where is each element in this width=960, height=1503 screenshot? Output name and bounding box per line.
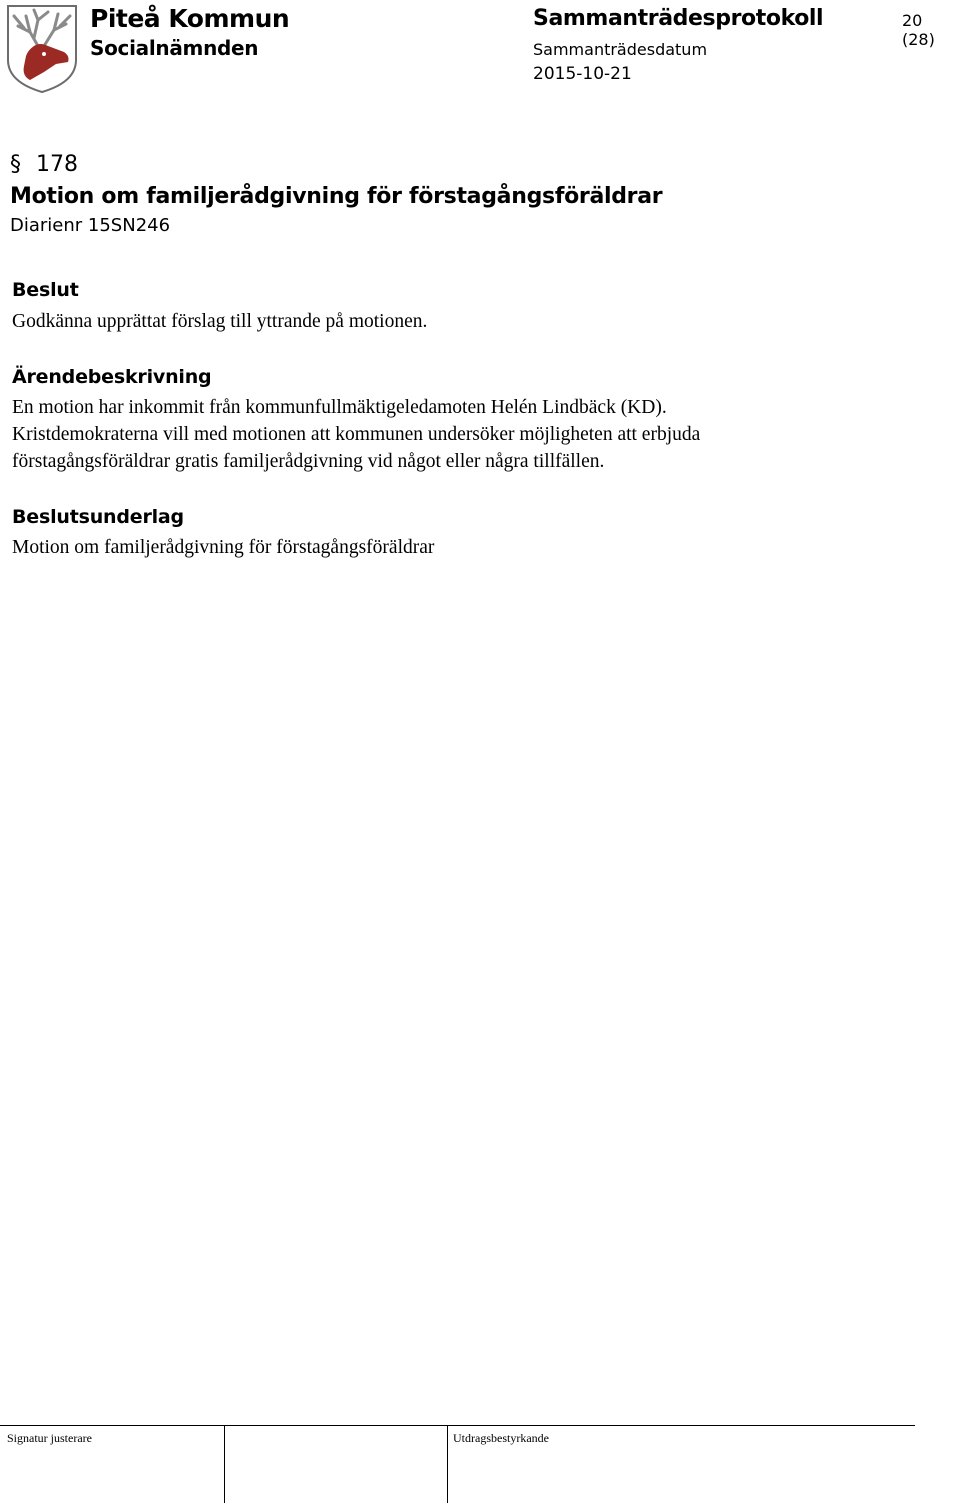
extract-certification-label: Utdragsbestyrkande	[453, 1431, 549, 1445]
diary-number: Diarienr 15SN246	[10, 215, 171, 236]
signature-adjuster-label: Signatur justerare	[7, 1431, 92, 1445]
paragraph-number: 178	[36, 152, 78, 177]
pitea-coat-of-arms-icon	[4, 2, 80, 94]
document-title: Sammanträdesprotokoll	[533, 6, 824, 31]
organization-name: Piteå Kommun	[90, 4, 290, 33]
meeting-date-label: Sammanträdesdatum	[533, 40, 708, 59]
item-title: Motion om familjerådgivning för förstagångsföräldrar	[10, 184, 663, 209]
case-description-line-2: Kristdemokraterna vill med motionen att kommunen undersöker möjligheten att erbjuda	[12, 424, 701, 445]
decision-text: Godkänna upprättat förslag till yttrande på motionen.	[12, 311, 428, 332]
board-name: Socialnämnden	[90, 36, 259, 60]
footer-divider	[447, 1426, 448, 1503]
paragraph-number-row	[10, 152, 78, 177]
case-description-heading: Ärendebeskrivning	[12, 366, 212, 388]
page-number: 20 (28)	[902, 11, 935, 49]
case-description-line-3: förstagångsföräldrar gratis familjerådgivning vid något eller några tillfällen.	[12, 451, 605, 472]
footer-divider	[224, 1426, 225, 1503]
meeting-date-value: 2015-10-21	[533, 64, 632, 84]
decision-basis-heading: Beslutsunderlag	[12, 506, 184, 528]
footer-rule	[0, 1425, 915, 1426]
decision-basis-text: Motion om familjerådgivning för förstagångsföräldrar	[12, 537, 435, 558]
paragraph-sign: §	[10, 152, 21, 177]
decision-heading: Beslut	[12, 279, 79, 301]
case-description-line-1: En motion har inkommit från kommunfullmäktigeledamoten Helén Lindbäck (KD).	[12, 397, 667, 418]
